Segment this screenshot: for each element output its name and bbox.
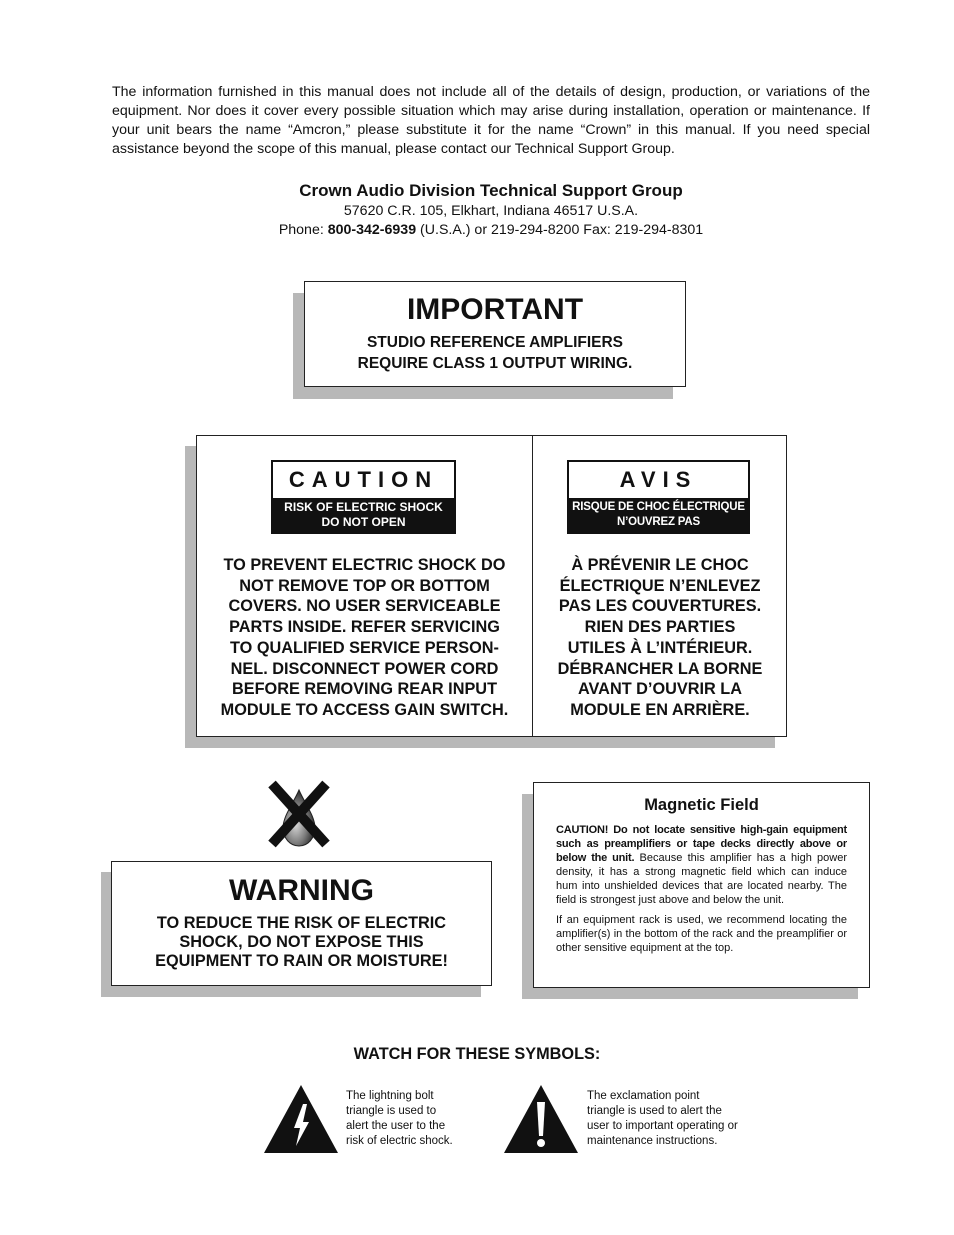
- caution-line: TO PREVENT ELECTRIC SHOCK DO: [223, 556, 506, 574]
- caution-heading: CAUTION: [288, 467, 439, 492]
- caution-line: NOT REMOVE TOP OR BOTTOM: [239, 576, 490, 595]
- exclamation-triangle-icon: [503, 1084, 579, 1154]
- intro-paragraph: The information furnished in this manual does not include all of the details of design, production, or variations of the equipment. Nor does it cover every possible situation which may arise during installation, operation or maintenance. If your unit bears the name “Amcron,” please substitute it for the name “Crown” in this manual. If you need special assistance beyond the scope of this manual, please contact our Technical Support Group.: [112, 84, 870, 157]
- lightning-line: The lightning bolt: [346, 1090, 434, 1102]
- avis-line: À PRÉVENIR LE CHOC: [571, 556, 749, 574]
- avis-line: ÉLECTRIQUE N’ENLEVEZ: [559, 576, 761, 595]
- support-title: Crown Audio Division Technical Support Group: [299, 181, 683, 200]
- magnetic-paragraph-1-rest: Because this amplifier has a high power density, it has a strong magnetic field which can induce hum into unshielded devices that are located nearby. The field is strongest just above and below the unit.: [556, 852, 847, 906]
- avis-sub-line-1: RISQUE DE CHOC ÉLECTRIQUE: [572, 501, 745, 513]
- magnetic-paragraph-1: [556, 823, 847, 907]
- exclamation-line: triangle is used to alert the: [587, 1105, 722, 1117]
- warning-title: WARNING: [229, 874, 374, 907]
- caution-line: MODULE TO ACCESS GAIN SWITCH.: [220, 700, 509, 719]
- caution-line: COVERS. NO USER SERVICEABLE: [228, 597, 501, 616]
- support-phone: [112, 221, 870, 240]
- avis-line: PAS LES COUVERTURES.: [558, 597, 762, 616]
- phone-label: Phone:: [278, 222, 328, 238]
- exclamation-line: user to important operating or: [587, 1120, 738, 1132]
- avis-line: AVANT D’OUVRIR LA: [577, 680, 742, 699]
- magnetic-paragraph-2: If an equipment rack is used, we recommend locating the amplifier(s) in the bottom of the rack and the preamplifier or other sensitive equipment at the top.: [556, 914, 847, 954]
- no-water-drop-icon: [263, 778, 335, 850]
- magnetic-field-box: [533, 782, 870, 988]
- avis-label: [567, 460, 750, 534]
- caution-avis-box: [196, 435, 787, 737]
- exclamation-line: The exclamation point: [587, 1090, 700, 1102]
- important-line-2: REQUIRE CLASS 1 OUTPUT WIRING.: [357, 355, 633, 372]
- caution-line: NEL. DISCONNECT POWER CORD: [230, 659, 499, 678]
- lightning-line: alert the user to the: [346, 1120, 446, 1132]
- lightning-triangle-icon: [263, 1084, 339, 1154]
- caution-line: TO QUALIFIED SERVICE PERSON-: [230, 638, 499, 657]
- caution-sub-line-2: DO NOT OPEN: [321, 515, 406, 529]
- important-title: IMPORTANT: [406, 293, 584, 326]
- lightning-description: [346, 1089, 453, 1149]
- important-body: [305, 332, 685, 374]
- avis-line: DÉBRANCHER LA BORNE: [557, 659, 763, 678]
- caution-subtext: [273, 498, 454, 533]
- caution-sub-line-1: RISK OF ELECTRIC SHOCK: [284, 500, 443, 514]
- important-line-1: STUDIO REFERENCE AMPLIFIERS: [366, 334, 624, 351]
- warning-body: [112, 914, 491, 971]
- support-contact: [112, 180, 870, 240]
- avis-line: UTILES À L’INTÉRIEUR.: [567, 638, 753, 657]
- magnetic-title: Magnetic Field: [644, 796, 759, 814]
- warning-line-2: SHOCK, DO NOT EXPOSE THIS: [179, 933, 424, 951]
- phone-rest: (U.S.A.) or 219-294-8200 Fax: 219-294-8301: [416, 222, 704, 238]
- symbols-heading: WATCH FOR THESE SYMBOLS:: [353, 1045, 601, 1063]
- avis-line: MODULE EN ARRIÈRE.: [570, 700, 750, 719]
- support-address: 57620 C.R. 105, Elkhart, Indiana 46517 U.S.A.: [343, 203, 639, 219]
- warning-line-1: TO REDUCE THE RISK OF ELECTRIC: [156, 914, 447, 932]
- caution-text: [197, 555, 532, 721]
- avis-line: RIEN DES PARTIES: [584, 618, 736, 637]
- avis-heading: AVIS: [619, 467, 698, 492]
- lightning-line: triangle is used to: [346, 1105, 437, 1117]
- important-box: [304, 281, 686, 387]
- warning-box: [111, 861, 492, 986]
- avis-sub-line-2: N’OUVREZ PAS: [616, 516, 700, 528]
- avis-text: [533, 555, 787, 721]
- exclamation-description: [587, 1089, 738, 1149]
- warning-line-3: EQUIPMENT TO RAIN OR MOISTURE!: [155, 952, 448, 970]
- caution-line: PARTS INSIDE. REFER SERVICING: [229, 618, 500, 637]
- avis-subtext: [569, 498, 748, 533]
- phone-number: 800-342-6939: [327, 222, 417, 238]
- caution-line: BEFORE REMOVING REAR INPUT: [231, 680, 498, 699]
- caution-label: [271, 460, 456, 534]
- exclamation-line: maintenance instructions.: [587, 1135, 718, 1147]
- magnetic-caution: CAUTION! Do not locate sensitive high-gain equipment such as preamplifiers or tape decks directly above or below the unit.: [556, 824, 847, 864]
- lightning-line: risk of electric shock.: [346, 1135, 453, 1147]
